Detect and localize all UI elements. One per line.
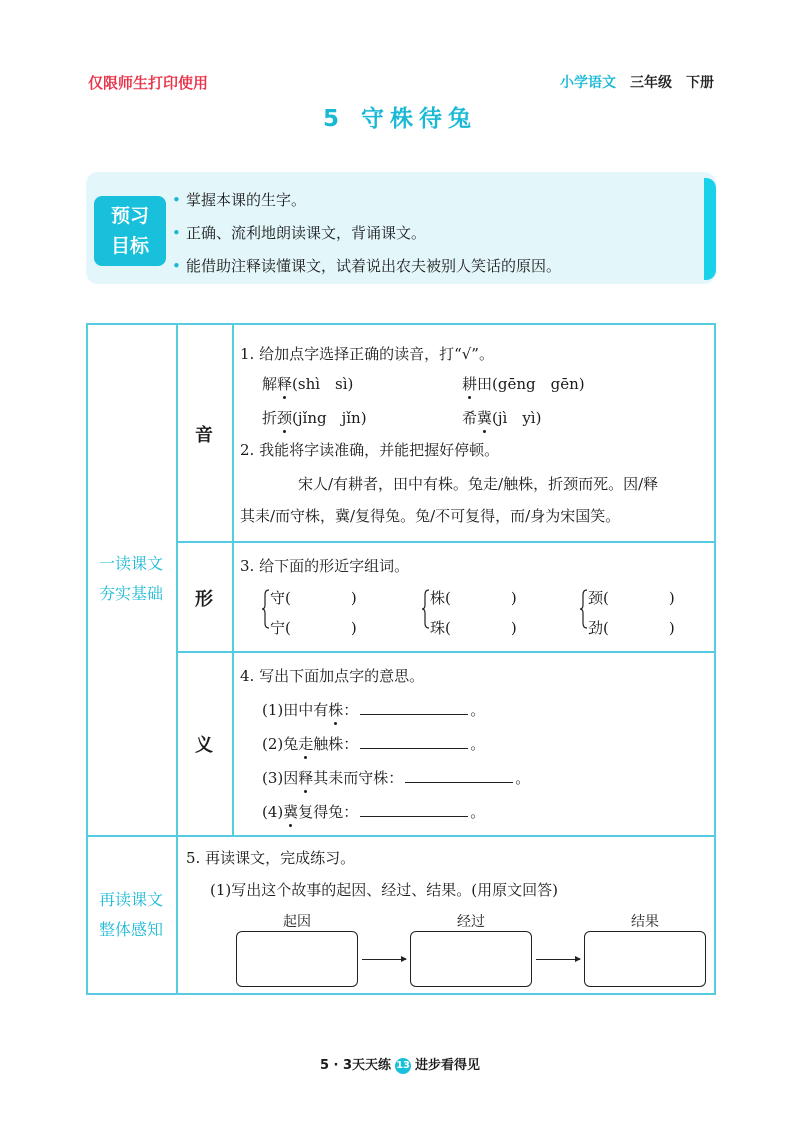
goal-item: • 掌握本课的生字。 [186,184,561,217]
print-notice: 仅限师生打印使用 [88,74,209,92]
row-divider [86,835,716,837]
arrow-right-icon [362,959,406,960]
meaning-item [262,733,485,754]
goal-item: • 正确、流利地朗读课文，背诵课文。 [186,217,561,250]
badge-line1: 预习 [110,205,149,227]
item-text: 触株： [313,735,359,753]
dotted-char: 冀 [477,409,493,427]
sound-label: 音 [195,425,213,446]
flow-label-cause: 起因 [283,914,311,930]
footer-slogan: 进步看得见 [415,1058,481,1073]
dotted-char: 株 [328,701,344,719]
dotted-char: 释 [298,769,314,787]
question-3: 3. 给下面的形近字组词。 [240,557,410,575]
question-1: 1. 给加点字选择正确的读音，打“√”。 [240,345,494,363]
shape-label: 形 [195,589,213,610]
dotted-char: 冀 [283,803,299,821]
flow-label-result: 结果 [631,914,659,930]
passage-line: 其耒/而守株，冀/复得兔。兔/不可复得，而/身为宋国笑。 [240,507,621,525]
meaning-item [262,767,530,788]
answer-blank[interactable] [360,700,468,715]
column-divider [232,323,234,835]
flow-box-process[interactable] [410,931,532,987]
item-text: ： [343,701,359,719]
section1-label [86,549,176,609]
answer-blank[interactable] [360,802,468,817]
question-5-1: (1)写出这个故事的起因、经过、结果。(用原文回答) [210,881,558,899]
item-end: 。 [470,803,486,821]
brace-icon [580,589,588,629]
section1-label-line1: 一读课文 [98,554,163,573]
item-text: (2)兔 [262,735,299,753]
pinyin-options: (jǐng jǐn) [292,409,367,427]
table-border [86,323,716,325]
item-end: 。 [515,769,531,787]
row-divider [176,541,716,543]
dotted-char: 释 [277,375,293,393]
item-text: (1)田中有 [262,701,329,719]
pinyin-choice [462,373,585,394]
item-end: 。 [470,701,486,719]
meaning-label: 义 [195,735,213,756]
section1-label-line2: 夯实基础 [98,584,163,603]
meaning-item [262,699,485,720]
table-border [714,323,716,995]
book-info [560,72,714,92]
flow-label-process: 经过 [457,914,485,930]
answer-blank[interactable] [360,734,468,749]
pinyin-options: (shì sì) [292,375,354,393]
meaning-item [262,801,485,822]
dotted-char: 耕 [462,375,478,393]
flow-box-cause[interactable] [236,931,358,987]
preview-goals-box [86,172,716,284]
answer-blank[interactable] [405,768,513,783]
page-footer [0,1054,800,1074]
dotted-char: 走 [298,735,314,753]
passage-line: 宋人/有耕者，田中有株。兔走/触株，折颈而死。因/释 [298,475,659,493]
table-border [86,993,716,995]
word-group-blank: 株( ) [430,589,517,607]
brace-icon [422,589,430,629]
word-group-blank: 守( ) [270,589,357,607]
question-4: 4. 写出下面加点字的意思。 [240,667,425,685]
section2-label-line1: 再读课文 [98,890,163,909]
pinyin-choice [262,373,353,394]
word-group-blank: 宁( ) [270,619,357,637]
brace-icon [262,589,270,629]
word-group-blank: 颈( ) [588,589,675,607]
word-group-blank: 劲( ) [588,619,675,637]
pinyin-options: 田(gēng gēn) [477,375,585,393]
lesson-name: 守株待兔 [361,106,477,132]
grade-label: 三年级 [630,75,672,91]
pair-char: 折 [262,409,278,427]
flow-box-result[interactable] [584,931,706,987]
pinyin-choice [462,407,541,428]
row-divider [176,651,716,653]
pinyin-choice [262,407,367,428]
pair-char: 希 [462,409,478,427]
goal-item: • 能借助注释读懂课文，试着说出农夫被别人笑话的原因。 [186,250,561,283]
lesson-title [0,100,800,133]
item-text: (3)因 [262,769,299,787]
question-2: 2. 我能将字读准确，并能把握好停顿。 [240,441,500,459]
subject-label: 小学语文 [560,75,616,91]
item-text: (4) [262,803,284,821]
page-number: 13 [395,1058,411,1074]
arrow-right-icon [536,959,580,960]
goals-list [186,184,561,283]
word-group-blank: 珠( ) [430,619,517,637]
footer-brand: 5 · 3天天练 [319,1058,392,1073]
section2-label-line2: 整体感知 [98,920,163,939]
question-5: 5. 再读课文，完成练习。 [186,849,356,867]
badge-line2: 目标 [110,235,149,257]
pinyin-options: (jì yì) [492,409,542,427]
pair-char: 解 [262,375,278,393]
lesson-number: 5 [322,106,345,132]
term-label: 下册 [686,75,714,91]
section2-label [86,885,176,945]
goals-badge [94,196,166,266]
item-end: 。 [470,735,486,753]
item-text: 其耒而守株： [313,769,404,787]
item-text: 复得兔： [298,803,359,821]
dotted-char: 颈 [277,409,293,427]
exercise-table [86,323,716,995]
goals-stripe [704,178,716,280]
